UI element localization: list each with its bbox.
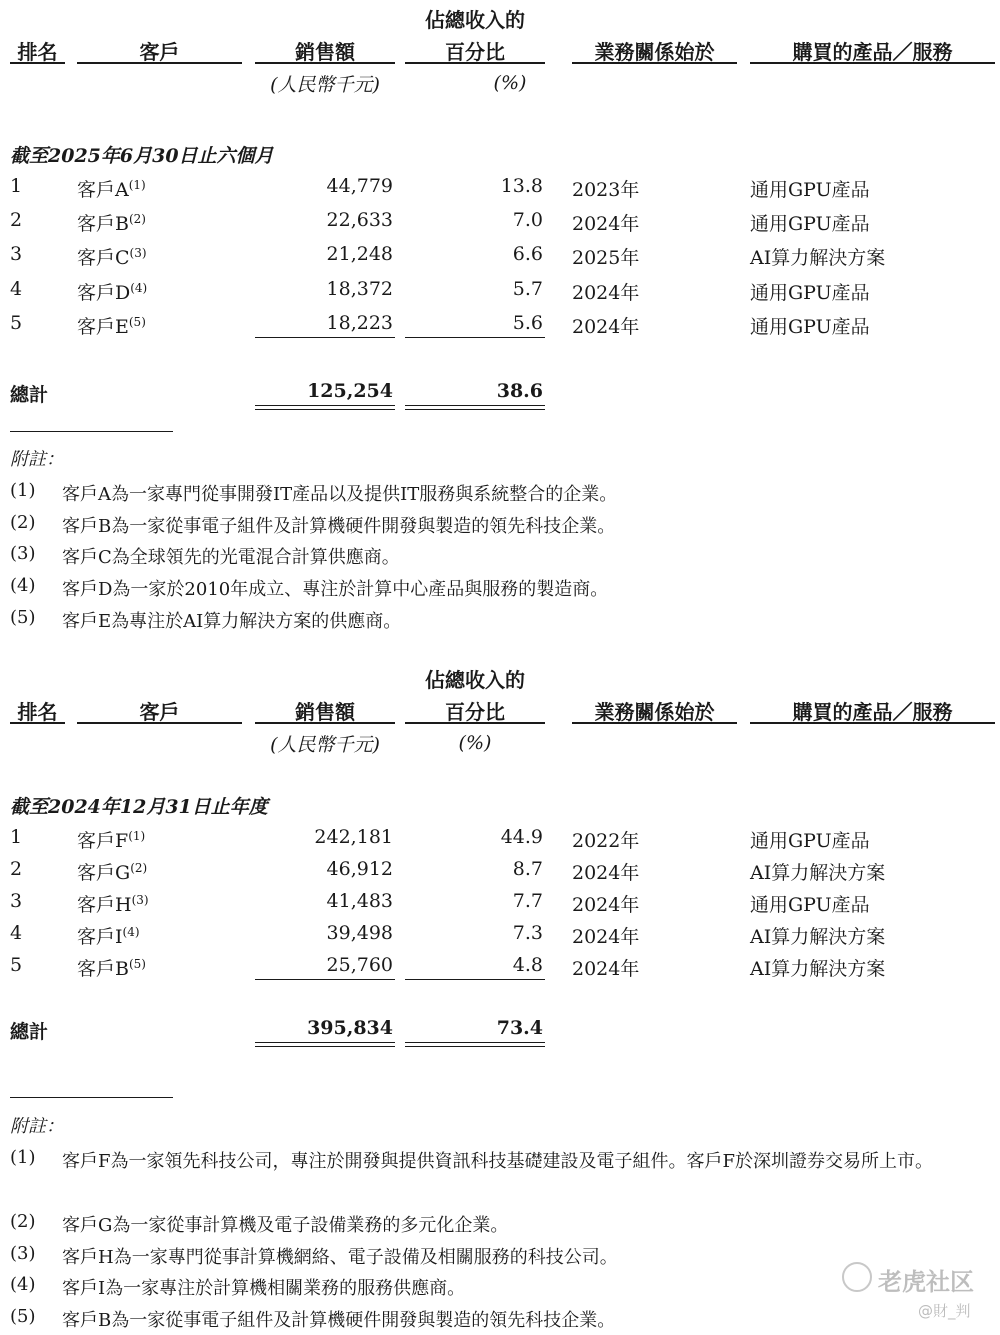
note-number: (3) xyxy=(10,1243,36,1264)
note-text: 客戶H為一家專門從事計算機網絡、電子設備及相關服務的科技公司。 xyxy=(62,1247,618,1268)
footnote-ref: (4) xyxy=(122,925,140,939)
footnote-ref: (2) xyxy=(130,861,148,875)
total-pct: 38.6 xyxy=(496,380,543,402)
pct-cell: 7.0 xyxy=(512,209,543,231)
product-cell: 通用GPU產品 xyxy=(750,316,870,338)
header-pct-line1: 佔總收入的 xyxy=(425,8,525,32)
footnote-ref: (2) xyxy=(128,212,146,226)
note-text: 客戶F為一家領先科技公司，專注於開發與提供資訊科技基礎建設及電子組件。客戶F於深圳證券交易所上市。 xyxy=(62,1151,933,1172)
subtotal-rule xyxy=(405,337,545,338)
total-pct: 73.4 xyxy=(496,1017,543,1039)
header-rule xyxy=(255,62,395,64)
sales-cell: 39,498 xyxy=(326,922,393,944)
note-text: 客戶D為一家於2010年成立、專注於計算中心產品與服務的製造商。 xyxy=(62,579,609,600)
footnote-ref: (3) xyxy=(131,893,149,907)
note-number: (1) xyxy=(10,1147,36,1168)
header-rank: 排名 xyxy=(17,700,58,724)
note-number: (2) xyxy=(10,1211,36,1232)
customer-cell: 客戶$I^{(4)}$ xyxy=(77,925,140,948)
product-cell: AI算力解決方案 xyxy=(750,247,886,269)
sales-cell: 242,181 xyxy=(314,826,393,848)
header-pct-line2: 百分比 xyxy=(445,700,505,724)
sales-cell: 18,223 xyxy=(326,312,393,334)
pct-cell: 7.3 xyxy=(512,922,543,944)
footnote-ref: (3) xyxy=(129,246,147,260)
header-product: 購買的產品／服務 xyxy=(792,40,953,64)
sales-cell: 41,483 xyxy=(326,890,393,912)
pct-cell: 8.7 xyxy=(512,858,543,880)
total-sales: 125,254 xyxy=(307,380,393,402)
sales-cell: 22,633 xyxy=(326,209,393,231)
since-cell: 2024年 xyxy=(572,213,640,235)
unit-sales: (人民幣千元) xyxy=(270,74,380,96)
note-text: 客戶G為一家從事計算機及電子設備業務的多元化企業。 xyxy=(62,1215,509,1236)
product-cell: AI算力解決方案 xyxy=(750,958,886,980)
since-cell: 2023年 xyxy=(572,179,640,201)
watermark-user: @財_判 xyxy=(918,1302,971,1320)
pct-cell: 44.9 xyxy=(500,826,543,848)
sales-cell: 46,912 xyxy=(326,858,393,880)
header-pct-line2: 百分比 xyxy=(445,40,505,64)
customer-cell: 客戶$E^{(5)}$ xyxy=(77,315,146,338)
total-sales: 395,834 xyxy=(307,1017,393,1039)
product-cell: 通用GPU產品 xyxy=(750,894,870,916)
header-rule xyxy=(10,722,65,724)
header-sales: 銷售額 xyxy=(295,700,355,724)
header-rule xyxy=(405,722,545,724)
rank-cell: 2 xyxy=(10,858,23,880)
pct-cell: 6.6 xyxy=(512,243,543,265)
total-label: 總計 xyxy=(10,1021,49,1043)
note-number: (4) xyxy=(10,1274,36,1295)
header-rule xyxy=(10,62,65,64)
total-double-rule xyxy=(255,405,395,410)
rank-cell: 4 xyxy=(10,922,23,944)
pct-cell: 5.6 xyxy=(512,312,543,334)
since-cell: 2025年 xyxy=(572,247,640,269)
header-rule xyxy=(405,62,545,64)
note-number: (5) xyxy=(10,607,36,628)
period-label: 截至2025年6月30日止六個月 xyxy=(10,145,274,167)
header-sales: 銷售額 xyxy=(295,40,355,64)
since-cell: 2024年 xyxy=(572,282,640,304)
total-double-rule xyxy=(405,405,545,410)
header-rule xyxy=(572,722,737,724)
header-rule xyxy=(255,722,395,724)
rank-cell: 5 xyxy=(10,312,23,334)
product-cell: 通用GPU產品 xyxy=(750,179,870,201)
note-text: 客戶C為全球領先的光電混合計算供應商。 xyxy=(62,547,400,568)
rank-cell: 5 xyxy=(10,954,23,976)
header-customer: 客戶 xyxy=(139,40,180,64)
unit-sales: (人民幣千元) xyxy=(270,734,380,756)
header-rule xyxy=(572,62,737,64)
customer-cell: 客戶$D^{(4)}$ xyxy=(77,281,148,304)
product-cell: 通用GPU產品 xyxy=(750,213,870,235)
note-number: (1) xyxy=(10,480,36,501)
header-since: 業務關係始於 xyxy=(594,40,715,64)
header-customer: 客戶 xyxy=(139,700,180,724)
tiger-logo-icon xyxy=(842,1262,872,1292)
since-cell: 2024年 xyxy=(572,316,640,338)
notes-heading: 附註： xyxy=(10,449,64,470)
note-text: 客戶B為一家從事電子組件及計算機硬件開發與製造的領先科技企業。 xyxy=(62,1310,616,1331)
rank-cell: 4 xyxy=(10,278,23,300)
since-cell: 2024年 xyxy=(572,862,640,884)
subtotal-rule xyxy=(405,979,545,980)
sales-cell: 21,248 xyxy=(326,243,393,265)
footnote-ref: (1) xyxy=(128,829,146,843)
footnote-ref: (5) xyxy=(128,957,146,971)
customer-cell: 客戶$B^{(5)}$ xyxy=(77,957,146,980)
header-product: 購買的產品／服務 xyxy=(792,700,953,724)
rank-cell: 2 xyxy=(10,209,23,231)
sales-cell: 18,372 xyxy=(326,278,393,300)
sales-cell: 44,779 xyxy=(326,175,393,197)
rank-cell: 3 xyxy=(10,243,23,265)
subtotal-rule xyxy=(255,979,395,980)
rank-cell: 1 xyxy=(10,175,23,197)
rank-cell: 3 xyxy=(10,890,23,912)
pct-cell: 13.8 xyxy=(500,175,543,197)
header-rule xyxy=(77,722,242,724)
since-cell: 2024年 xyxy=(572,958,640,980)
notes-separator xyxy=(10,1097,173,1098)
footnote-ref: (1) xyxy=(128,178,146,192)
pct-cell: 5.7 xyxy=(512,278,543,300)
footnote-ref: (5) xyxy=(128,315,146,329)
unit-pct: (%) xyxy=(493,72,527,94)
note-number: (4) xyxy=(10,575,36,596)
watermark-brand: 老虎社区 xyxy=(878,1268,974,1296)
product-cell: 通用GPU產品 xyxy=(750,282,870,304)
since-cell: 2024年 xyxy=(572,894,640,916)
total-double-rule xyxy=(405,1042,545,1047)
unit-pct: (%) xyxy=(458,732,492,754)
since-cell: 2022年 xyxy=(572,830,640,852)
notes-separator xyxy=(10,431,173,432)
footnote-ref: (4) xyxy=(130,281,148,295)
period-label: 截至2024年12月31日止年度 xyxy=(10,796,268,818)
header-rank: 排名 xyxy=(17,40,58,64)
customer-cell: 客戶$B^{(2)}$ xyxy=(77,212,146,235)
product-cell: 通用GPU產品 xyxy=(750,830,870,852)
sales-cell: 25,760 xyxy=(326,954,393,976)
product-cell: AI算力解決方案 xyxy=(750,862,886,884)
subtotal-rule xyxy=(255,337,395,338)
pct-cell: 4.8 xyxy=(512,954,543,976)
product-cell: AI算力解決方案 xyxy=(750,926,886,948)
note-number: (5) xyxy=(10,1306,36,1327)
header-since: 業務關係始於 xyxy=(594,700,715,724)
rank-cell: 1 xyxy=(10,826,23,848)
since-cell: 2024年 xyxy=(572,926,640,948)
note-text: 客戶I為一家專注於計算機相關業務的服務供應商。 xyxy=(62,1278,466,1299)
total-label: 總計 xyxy=(10,384,49,406)
total-double-rule xyxy=(255,1042,395,1047)
header-rule xyxy=(77,62,242,64)
notes-heading: 附註： xyxy=(10,1116,64,1137)
note-number: (3) xyxy=(10,543,36,564)
pct-cell: 7.7 xyxy=(512,890,543,912)
header-rule xyxy=(750,62,995,64)
header-pct-line1: 佔總收入的 xyxy=(425,668,525,692)
customer-cell: 客戶$H^{(3)}$ xyxy=(77,893,149,916)
header-rule xyxy=(750,722,995,724)
customer-cell: 客戶$C^{(3)}$ xyxy=(77,246,147,269)
note-text: 客戶A為一家專門從事開發IT產品以及提供IT服務與系統整合的企業。 xyxy=(62,484,618,505)
note-text: 客戶B為一家從事電子組件及計算機硬件開發與製造的領先科技企業。 xyxy=(62,516,616,537)
note-number: (2) xyxy=(10,512,36,533)
customer-cell: 客戶$A^{(1)}$ xyxy=(77,178,146,201)
note-text: 客戶E為專注於AI算力解決方案的供應商。 xyxy=(62,611,402,632)
customer-cell: 客戶$G^{(2)}$ xyxy=(77,861,148,884)
customer-cell: 客戶$F^{(1)}$ xyxy=(77,829,146,852)
